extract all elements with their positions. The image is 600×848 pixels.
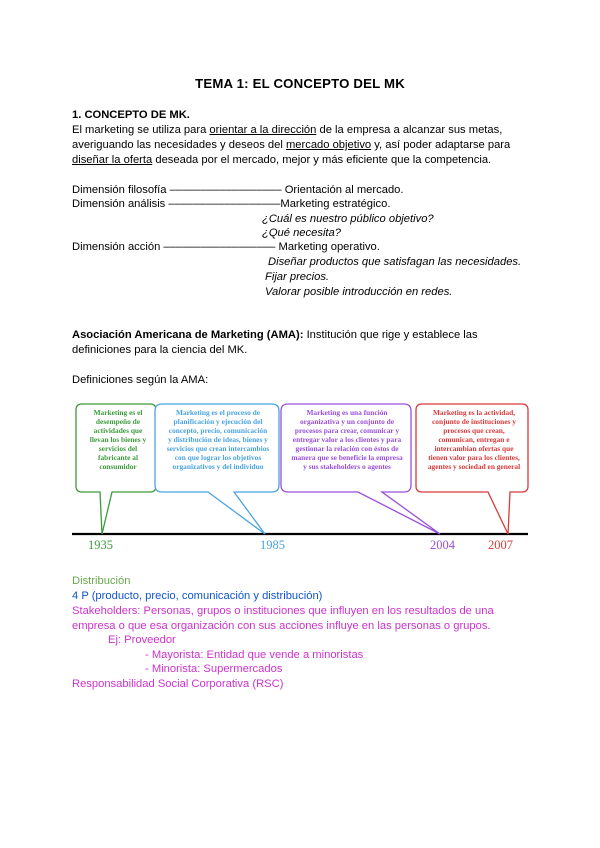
callout-line: planificación y ejecución del	[173, 417, 263, 426]
paragraph-line-1	[72, 122, 502, 138]
paragraph-line-2	[72, 137, 510, 153]
analisis-question: ¿Qué necesita?	[262, 227, 341, 239]
callout-line: concepto, precio, comunicación	[168, 426, 268, 435]
text-segment: y, así poder adaptarse para	[371, 139, 511, 151]
callout-text-2007	[417, 408, 531, 471]
year-label-1985: 1985	[260, 538, 285, 552]
dimension-filosofia: Dimensión filosofía –––––––––––––––––– Orientación al mercado.	[72, 184, 404, 196]
callout-line: intercambian ofertas que	[434, 444, 514, 453]
note-example: Ej: Proveedor	[108, 634, 176, 646]
callout-text-1985	[156, 408, 280, 471]
callout-line: procesos que crean,	[443, 426, 505, 435]
callout-line: actividades que	[93, 426, 143, 435]
ama-timeline-diagram	[70, 396, 530, 558]
callout-line: desempeño de	[95, 417, 141, 426]
callout-line: organizativa y un conjunto de	[299, 417, 395, 426]
callout-line: conjunto de instituciones y	[432, 417, 516, 426]
callout-text-1935	[78, 408, 158, 471]
text-segment: de la empresa a alcanzar sus metas,	[316, 124, 503, 136]
callout-line: tienen valor para los clientes,	[428, 453, 520, 462]
accion-item: Valorar posible introducción en redes.	[265, 286, 453, 298]
text-segment: Institución que rige y establece las	[303, 329, 478, 341]
note-mayorista: - Mayorista: Entidad que vende a minoristas	[145, 649, 364, 661]
callout-line: organizativos y del individuo	[172, 462, 264, 471]
accion-item: Fijar precios.	[265, 271, 330, 283]
accion-item: Diseñar productos que satisfagan las necesidades.	[268, 256, 522, 268]
text-segment: deseada por el mercado, mejor y más eficiente que la competencia.	[152, 154, 492, 166]
dimension-analisis: Dimensión análisis ––––––––––––––––––Marketing estratégico.	[72, 198, 391, 210]
year-label-2007: 2007	[488, 538, 513, 552]
callout-line: procesos para crear, comunicar y	[294, 426, 400, 435]
callout-line: entregar valor a los clientes y para	[292, 435, 402, 444]
page-title: TEMA 1: EL CONCEPTO DEL MK	[195, 76, 405, 91]
note-stakeholders-2: empresa o que esa organización con sus acciones influye en las personas o grupos.	[72, 620, 491, 632]
callout-line: servicios del	[98, 444, 138, 453]
ama-label: Asociación Americana de Marketing (AMA):	[72, 329, 304, 341]
underlined-term: mercado objetivo	[285, 139, 372, 151]
section-heading: 1. CONCEPTO DE MK.	[72, 109, 190, 121]
note-stakeholders-1: Stakeholders: Personas, grupos o instituciones que influyen en los resultados de una	[72, 605, 494, 617]
dimension-accion: Dimensión acción –––––––––––––––––– Marketing operativo.	[72, 241, 380, 253]
text-segment: El marketing se utiliza para	[72, 124, 210, 136]
callout-line: manera que se beneficie la empresa	[291, 453, 403, 462]
note-distribucion: Distribución	[72, 575, 131, 587]
callout-line: Marketing es la actividad,	[432, 408, 516, 417]
year-label-1935: 1935	[88, 538, 113, 552]
text-segment: averiguando las necesidades y deseos del	[72, 139, 286, 151]
callout-text-2004	[282, 408, 412, 471]
callout-line: fabricante al	[97, 453, 139, 462]
paragraph-line-3	[72, 152, 491, 168]
callout-line: y sus stakeholders o agentes	[303, 462, 391, 471]
underlined-term: orientar a la dirección	[209, 124, 317, 136]
note-rsc: Responsabilidad Social Corporativa (RSC)	[72, 678, 284, 690]
callout-line: agentes y sociedad en general	[427, 462, 521, 471]
callout-line: comunican, entregan e	[438, 435, 510, 444]
definitions-label: Definiciones según la AMA:	[72, 374, 209, 386]
callout-line: Marketing es una función	[306, 408, 388, 417]
callout-line: con que lograr los objetivos	[174, 453, 262, 462]
callout-line: consumidor	[99, 462, 137, 471]
callout-line: Marketing es el	[93, 408, 143, 417]
callout-line: servicios que crean intercambios	[166, 444, 270, 453]
ama-line-2: definiciones para la ciencia del MK.	[72, 344, 248, 356]
analisis-question: ¿Cuál es nuestro público objetivo?	[262, 213, 434, 225]
note-4p: 4 P (producto, precio, comunicación y distribución)	[72, 590, 323, 602]
callout-line: gestionar la relación con éstos de	[295, 444, 399, 453]
underlined-term: diseñar la oferta	[72, 154, 153, 166]
ama-line-1	[72, 327, 478, 343]
callout-line: llevan los bienes y	[89, 435, 147, 444]
year-label-2004: 2004	[430, 538, 455, 552]
note-minorista: - Minorista: Supermercados	[145, 663, 283, 675]
callout-line: y distribución de ideas, bienes y	[168, 435, 268, 444]
callout-line: Marketing es el proceso de	[175, 408, 261, 417]
